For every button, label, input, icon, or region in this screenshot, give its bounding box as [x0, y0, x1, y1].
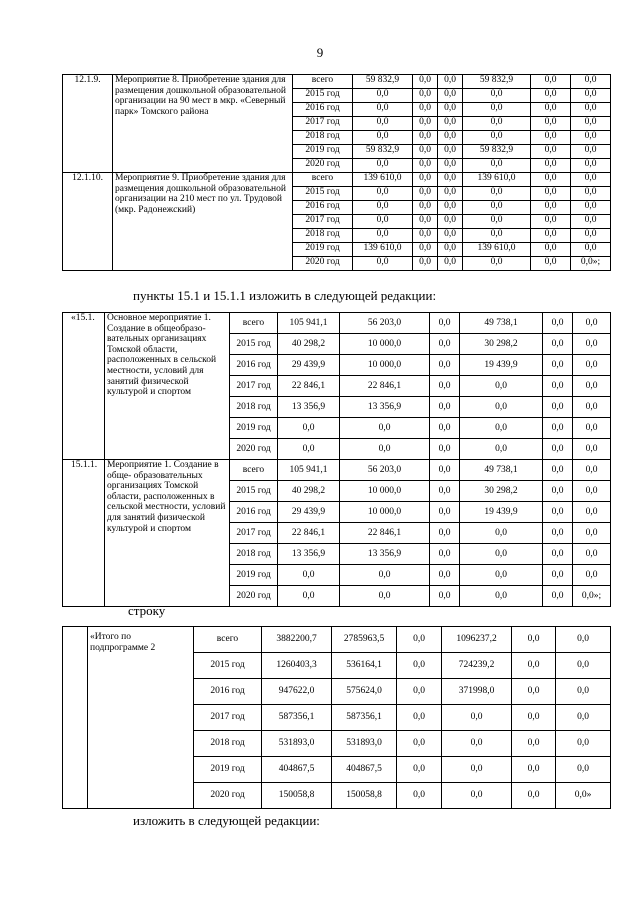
value-cell: 0,0 — [430, 313, 460, 334]
value-cell: 0,0 — [531, 187, 571, 201]
value-cell: 59 832,9 — [353, 75, 413, 89]
value-cell: 0,0 — [438, 103, 463, 117]
period-cell: 2019 год — [194, 757, 262, 783]
value-cell: 0,0 — [571, 131, 611, 145]
value-cell: 0,0 — [438, 131, 463, 145]
value-cell: 0,0 — [573, 565, 611, 586]
value-cell: 0,0 — [353, 229, 413, 243]
value-cell: 0,0 — [430, 460, 460, 481]
value-cell: 0,0 — [442, 705, 512, 731]
value-cell: 575624,0 — [332, 679, 397, 705]
value-cell: 0,0 — [430, 355, 460, 376]
value-cell: 0,0 — [573, 481, 611, 502]
value-cell: 531893,0 — [332, 731, 397, 757]
period-cell: 2020 год — [194, 783, 262, 809]
value-cell: 0,0 — [571, 229, 611, 243]
value-cell: 0,0 — [573, 313, 611, 334]
value-cell: 0,0 — [353, 159, 413, 173]
value-cell: 30 298,2 — [460, 481, 543, 502]
table-row — [63, 313, 611, 334]
value-cell: 724239,2 — [442, 653, 512, 679]
value-cell: 19 439,9 — [460, 502, 543, 523]
value-cell: 0,0 — [397, 705, 442, 731]
value-cell: 0,0 — [573, 523, 611, 544]
value-cell: 0,0 — [340, 586, 430, 607]
value-cell: 0,0 — [438, 117, 463, 131]
value-cell: 0,0 — [543, 355, 573, 376]
value-cell: 105 941,1 — [278, 313, 340, 334]
value-cell: 0,0 — [460, 523, 543, 544]
value-cell: 0,0 — [463, 215, 531, 229]
period-cell: 2018 год — [293, 229, 353, 243]
value-cell: 0,0 — [556, 757, 611, 783]
value-cell: 0,0 — [531, 117, 571, 131]
value-cell: 0,0 — [397, 783, 442, 809]
value-cell: 0,0 — [556, 653, 611, 679]
value-cell: 0,0 — [460, 544, 543, 565]
value-cell: 0,0 — [571, 187, 611, 201]
value-cell: 0,0 — [531, 131, 571, 145]
value-cell: 0,0 — [531, 89, 571, 103]
value-cell: 0,0 — [397, 757, 442, 783]
period-cell: всего — [194, 627, 262, 653]
period-cell: 2017 год — [230, 523, 278, 544]
value-cell: 0,0 — [543, 439, 573, 460]
value-cell: 22 846,1 — [340, 376, 430, 397]
value-cell: 536164,1 — [332, 653, 397, 679]
value-cell: 0,0 — [353, 103, 413, 117]
value-cell: 22 846,1 — [340, 523, 430, 544]
value-cell: 0,0 — [571, 215, 611, 229]
value-cell: 0,0 — [413, 257, 438, 271]
value-cell: 10 000,0 — [340, 502, 430, 523]
value-cell: 49 738,1 — [460, 460, 543, 481]
value-cell: 0,0 — [573, 418, 611, 439]
value-cell: 0,0 — [543, 523, 573, 544]
value-cell: 0,0 — [463, 257, 531, 271]
value-cell: 0,0 — [543, 565, 573, 586]
item-description: Основное мероприятие 1. Создание в общеобразо- вательных организациях Томской области, расположенных в сельской местности, условий для занятий физической культурой и спортом — [105, 313, 230, 460]
value-cell: 0,0 — [543, 313, 573, 334]
value-cell: 0,0 — [353, 201, 413, 215]
value-cell: 0,0 — [460, 586, 543, 607]
value-cell: 59 832,9 — [463, 75, 531, 89]
period-cell: 2019 год — [230, 565, 278, 586]
value-cell: 0,0 — [556, 627, 611, 653]
page-number: 9 — [316, 45, 324, 60]
value-cell: 0,0 — [438, 75, 463, 89]
value-cell: 947622,0 — [262, 679, 332, 705]
value-cell: 0,0 — [460, 376, 543, 397]
value-cell: 0,0 — [438, 145, 463, 159]
value-cell: 0,0 — [543, 418, 573, 439]
value-cell: 0,0 — [531, 173, 571, 187]
value-cell: 0,0 — [556, 705, 611, 731]
value-cell: 0,0 — [340, 565, 430, 586]
value-cell: 0,0 — [512, 757, 556, 783]
value-cell: 0,0 — [353, 215, 413, 229]
value-cell: 0,0 — [543, 460, 573, 481]
period-cell: 2015 год — [293, 187, 353, 201]
value-cell: 0,0»; — [573, 586, 611, 607]
period-cell: 2018 год — [230, 544, 278, 565]
value-cell: 0,0 — [413, 145, 438, 159]
value-cell: 40 298,2 — [278, 481, 340, 502]
value-cell: 0,0 — [353, 131, 413, 145]
value-cell: 0,0 — [438, 187, 463, 201]
value-cell: 0,0 — [430, 586, 460, 607]
value-cell: 0,0 — [531, 243, 571, 257]
value-cell: 3882200,7 — [262, 627, 332, 653]
value-cell: 0,0 — [463, 159, 531, 173]
value-cell: 0,0 — [571, 201, 611, 215]
value-cell: 0,0 — [556, 679, 611, 705]
value-cell: 0,0 — [278, 439, 340, 460]
value-cell: 2785963,5 — [332, 627, 397, 653]
value-cell: 0,0 — [353, 187, 413, 201]
table-row — [63, 627, 611, 653]
value-cell: 0,0 — [571, 159, 611, 173]
period-cell: 2017 год — [230, 376, 278, 397]
value-cell: 0,0 — [571, 173, 611, 187]
value-cell: 404867,5 — [332, 757, 397, 783]
period-cell: 2020 год — [293, 159, 353, 173]
period-cell: 2020 год — [293, 257, 353, 271]
value-cell: 13 356,9 — [340, 544, 430, 565]
period-cell: 2017 год — [293, 117, 353, 131]
value-cell: 0,0 — [278, 586, 340, 607]
value-cell: 0,0 — [397, 653, 442, 679]
item-code: 15.1.1. — [63, 460, 105, 607]
value-cell: 0,0 — [531, 75, 571, 89]
value-cell: 22 846,1 — [278, 376, 340, 397]
value-cell: 0,0 — [413, 201, 438, 215]
value-cell: 0,0 — [278, 565, 340, 586]
period-cell: 2015 год — [230, 334, 278, 355]
value-cell: 0,0 — [340, 439, 430, 460]
value-cell: 0,0 — [512, 705, 556, 731]
period-cell: 2016 год — [230, 502, 278, 523]
value-cell: 0,0 — [413, 75, 438, 89]
period-cell: всего — [230, 460, 278, 481]
value-cell: 0,0 — [438, 173, 463, 187]
item-code: 12.1.9. — [63, 75, 113, 173]
period-cell: 2019 год — [293, 145, 353, 159]
value-cell: 531893,0 — [262, 731, 332, 757]
period-cell: 2018 год — [194, 731, 262, 757]
item-code: «15.1. — [63, 313, 105, 460]
value-cell: 40 298,2 — [278, 334, 340, 355]
value-cell: 0,0 — [571, 75, 611, 89]
value-cell: 0,0 — [512, 627, 556, 653]
value-cell: 0,0 — [543, 586, 573, 607]
value-cell: 0,0 — [397, 731, 442, 757]
value-cell: 0,0 — [571, 117, 611, 131]
period-cell: 2016 год — [293, 201, 353, 215]
value-cell: 0,0 — [430, 523, 460, 544]
value-cell: 13 356,9 — [278, 544, 340, 565]
value-cell: 0,0 — [463, 201, 531, 215]
value-cell: 0,0 — [438, 89, 463, 103]
value-cell: 404867,5 — [262, 757, 332, 783]
value-cell: 0,0 — [463, 89, 531, 103]
value-cell: 0,0 — [438, 159, 463, 173]
value-cell: 0,0 — [397, 627, 442, 653]
value-cell: 0,0 — [531, 257, 571, 271]
value-cell: 0,0 — [438, 215, 463, 229]
value-cell: 0,0 — [430, 397, 460, 418]
value-cell: 0,0 — [438, 229, 463, 243]
value-cell: 587356,1 — [262, 705, 332, 731]
value-cell: 0,0 — [438, 243, 463, 257]
value-cell: 29 439,9 — [278, 502, 340, 523]
value-cell: 0,0 — [512, 679, 556, 705]
period-cell: всего — [293, 75, 353, 89]
period-cell: всего — [293, 173, 353, 187]
value-cell: 0,0 — [413, 131, 438, 145]
item-description: Мероприятие 8. Приобретение здания для размещения дошкольной образовательной организации на 90 мест в мкр. «Северный парк» Томского района — [113, 75, 293, 173]
value-cell: 587356,1 — [332, 705, 397, 731]
value-cell: 0,0» — [556, 783, 611, 809]
value-cell: 0,0 — [571, 145, 611, 159]
value-cell: 30 298,2 — [460, 334, 543, 355]
value-cell: 0,0 — [353, 257, 413, 271]
value-cell: 56 203,0 — [340, 313, 430, 334]
value-cell: 29 439,9 — [278, 355, 340, 376]
value-cell: 13 356,9 — [340, 397, 430, 418]
table-measures-15-1 — [62, 312, 611, 607]
value-cell: 0,0 — [573, 460, 611, 481]
value-cell: 0,0 — [340, 418, 430, 439]
value-cell: 0,0 — [573, 544, 611, 565]
value-cell: 0,0 — [413, 103, 438, 117]
value-cell: 139 610,0 — [463, 173, 531, 187]
value-cell: 0,0 — [438, 201, 463, 215]
table-row — [63, 173, 611, 187]
value-cell: 1260403,3 — [262, 653, 332, 679]
value-cell: 139 610,0 — [353, 243, 413, 257]
value-cell: 0,0 — [573, 376, 611, 397]
value-cell: 0,0 — [512, 731, 556, 757]
period-cell: 2015 год — [230, 481, 278, 502]
value-cell: 49 738,1 — [460, 313, 543, 334]
value-cell: 0,0 — [571, 103, 611, 117]
value-cell: 0,0 — [543, 481, 573, 502]
value-cell: 0,0 — [463, 187, 531, 201]
value-cell: 0,0 — [571, 243, 611, 257]
table-row — [63, 460, 611, 481]
value-cell: 0,0 — [413, 229, 438, 243]
value-cell: 0,0 — [460, 397, 543, 418]
period-cell: 2015 год — [293, 89, 353, 103]
value-cell: 0,0 — [543, 397, 573, 418]
period-cell: 2018 год — [293, 131, 353, 145]
value-cell: 22 846,1 — [278, 523, 340, 544]
value-cell: 0,0 — [430, 502, 460, 523]
value-cell: 0,0 — [430, 565, 460, 586]
value-cell: 0,0 — [413, 243, 438, 257]
value-cell: 10 000,0 — [340, 481, 430, 502]
value-cell: 105 941,1 — [278, 460, 340, 481]
paragraph-line: строку — [128, 603, 166, 618]
empty-code-cell — [63, 627, 88, 809]
table-row — [63, 75, 611, 89]
value-cell: 0,0 — [460, 439, 543, 460]
value-cell: 150058,8 — [262, 783, 332, 809]
value-cell: 13 356,9 — [278, 397, 340, 418]
paragraph-new-edition: изложить в следующей редакции: — [133, 813, 320, 828]
value-cell: 10 000,0 — [340, 355, 430, 376]
paragraph-replace-15-1: пункты 15.1 и 15.1.1 изложить в следующей редакции: — [133, 288, 437, 303]
table-measures-12-1 — [62, 74, 611, 271]
period-cell: 2019 год — [293, 243, 353, 257]
value-cell: 0,0 — [512, 783, 556, 809]
value-cell: 59 832,9 — [353, 145, 413, 159]
value-cell: 0,0 — [430, 376, 460, 397]
period-cell: всего — [230, 313, 278, 334]
item-code: 12.1.10. — [63, 173, 113, 271]
value-cell: 0,0 — [573, 334, 611, 355]
period-cell: 2019 год — [230, 418, 278, 439]
period-cell: 2016 год — [293, 103, 353, 117]
period-cell: 2020 год — [230, 586, 278, 607]
period-cell: 2016 год — [194, 679, 262, 705]
period-cell: 2018 год — [230, 397, 278, 418]
value-cell: 0,0 — [413, 89, 438, 103]
value-cell: 0,0 — [430, 481, 460, 502]
period-cell: 2016 год — [230, 355, 278, 376]
value-cell: 0,0 — [531, 229, 571, 243]
value-cell: 0,0 — [442, 731, 512, 757]
item-description: Мероприятие 1. Создание в обще- образовательных организациях Томской области, расположенных в сельской местности, условий для занятий физической культурой и спортом — [105, 460, 230, 607]
value-cell: 0,0 — [353, 117, 413, 131]
value-cell: 0,0 — [463, 229, 531, 243]
value-cell: 0,0 — [531, 103, 571, 117]
value-cell: 59 832,9 — [463, 145, 531, 159]
value-cell: 0,0 — [413, 173, 438, 187]
item-description: «Итого по подпрограмме 2 — [88, 627, 194, 809]
period-cell: 2015 год — [194, 653, 262, 679]
item-description: Мероприятие 9. Приобретение здания для размещения дошкольной образовательной организации на 210 мест по ул. Трудовой (мкр. Радонежский) — [113, 173, 293, 271]
value-cell: 0,0 — [460, 565, 543, 586]
value-cell: 0,0 — [556, 731, 611, 757]
value-cell: 0,0 — [463, 103, 531, 117]
value-cell: 0,0 — [573, 502, 611, 523]
value-cell: 0,0 — [442, 757, 512, 783]
value-cell: 0,0 — [512, 653, 556, 679]
value-cell: 0,0 — [543, 502, 573, 523]
value-cell: 0,0 — [543, 334, 573, 355]
value-cell: 139 610,0 — [463, 243, 531, 257]
value-cell: 0,0 — [531, 201, 571, 215]
value-cell: 0,0 — [413, 117, 438, 131]
value-cell: 0,0 — [430, 544, 460, 565]
value-cell: 0,0 — [278, 418, 340, 439]
value-cell: 0,0 — [571, 89, 611, 103]
value-cell: 371998,0 — [442, 679, 512, 705]
value-cell: 0,0 — [413, 159, 438, 173]
value-cell: 0,0 — [413, 187, 438, 201]
value-cell: 150058,8 — [332, 783, 397, 809]
value-cell: 0,0 — [573, 397, 611, 418]
value-cell: 10 000,0 — [340, 334, 430, 355]
value-cell: 19 439,9 — [460, 355, 543, 376]
value-cell: 0,0 — [430, 418, 460, 439]
value-cell: 0,0 — [463, 131, 531, 145]
period-cell: 2017 год — [194, 705, 262, 731]
value-cell: 0,0 — [543, 376, 573, 397]
value-cell: 0,0 — [397, 679, 442, 705]
value-cell: 0,0 — [543, 544, 573, 565]
value-cell: 0,0 — [430, 334, 460, 355]
value-cell: 1096237,2 — [442, 627, 512, 653]
value-cell: 0,0 — [531, 215, 571, 229]
value-cell: 0,0 — [430, 439, 460, 460]
value-cell: 0,0 — [531, 145, 571, 159]
value-cell: 0,0 — [460, 418, 543, 439]
value-cell: 0,0 — [531, 159, 571, 173]
period-cell: 2020 год — [230, 439, 278, 460]
value-cell: 0,0 — [573, 355, 611, 376]
period-cell: 2017 год — [293, 215, 353, 229]
table-subprogram-total — [62, 626, 611, 809]
value-cell: 0,0 — [573, 439, 611, 460]
value-cell: 139 610,0 — [353, 173, 413, 187]
value-cell: 0,0 — [413, 215, 438, 229]
value-cell: 0,0 — [463, 117, 531, 131]
value-cell: 0,0 — [442, 783, 512, 809]
value-cell: 56 203,0 — [340, 460, 430, 481]
value-cell: 0,0»; — [571, 257, 611, 271]
value-cell: 0,0 — [438, 257, 463, 271]
value-cell: 0,0 — [353, 89, 413, 103]
